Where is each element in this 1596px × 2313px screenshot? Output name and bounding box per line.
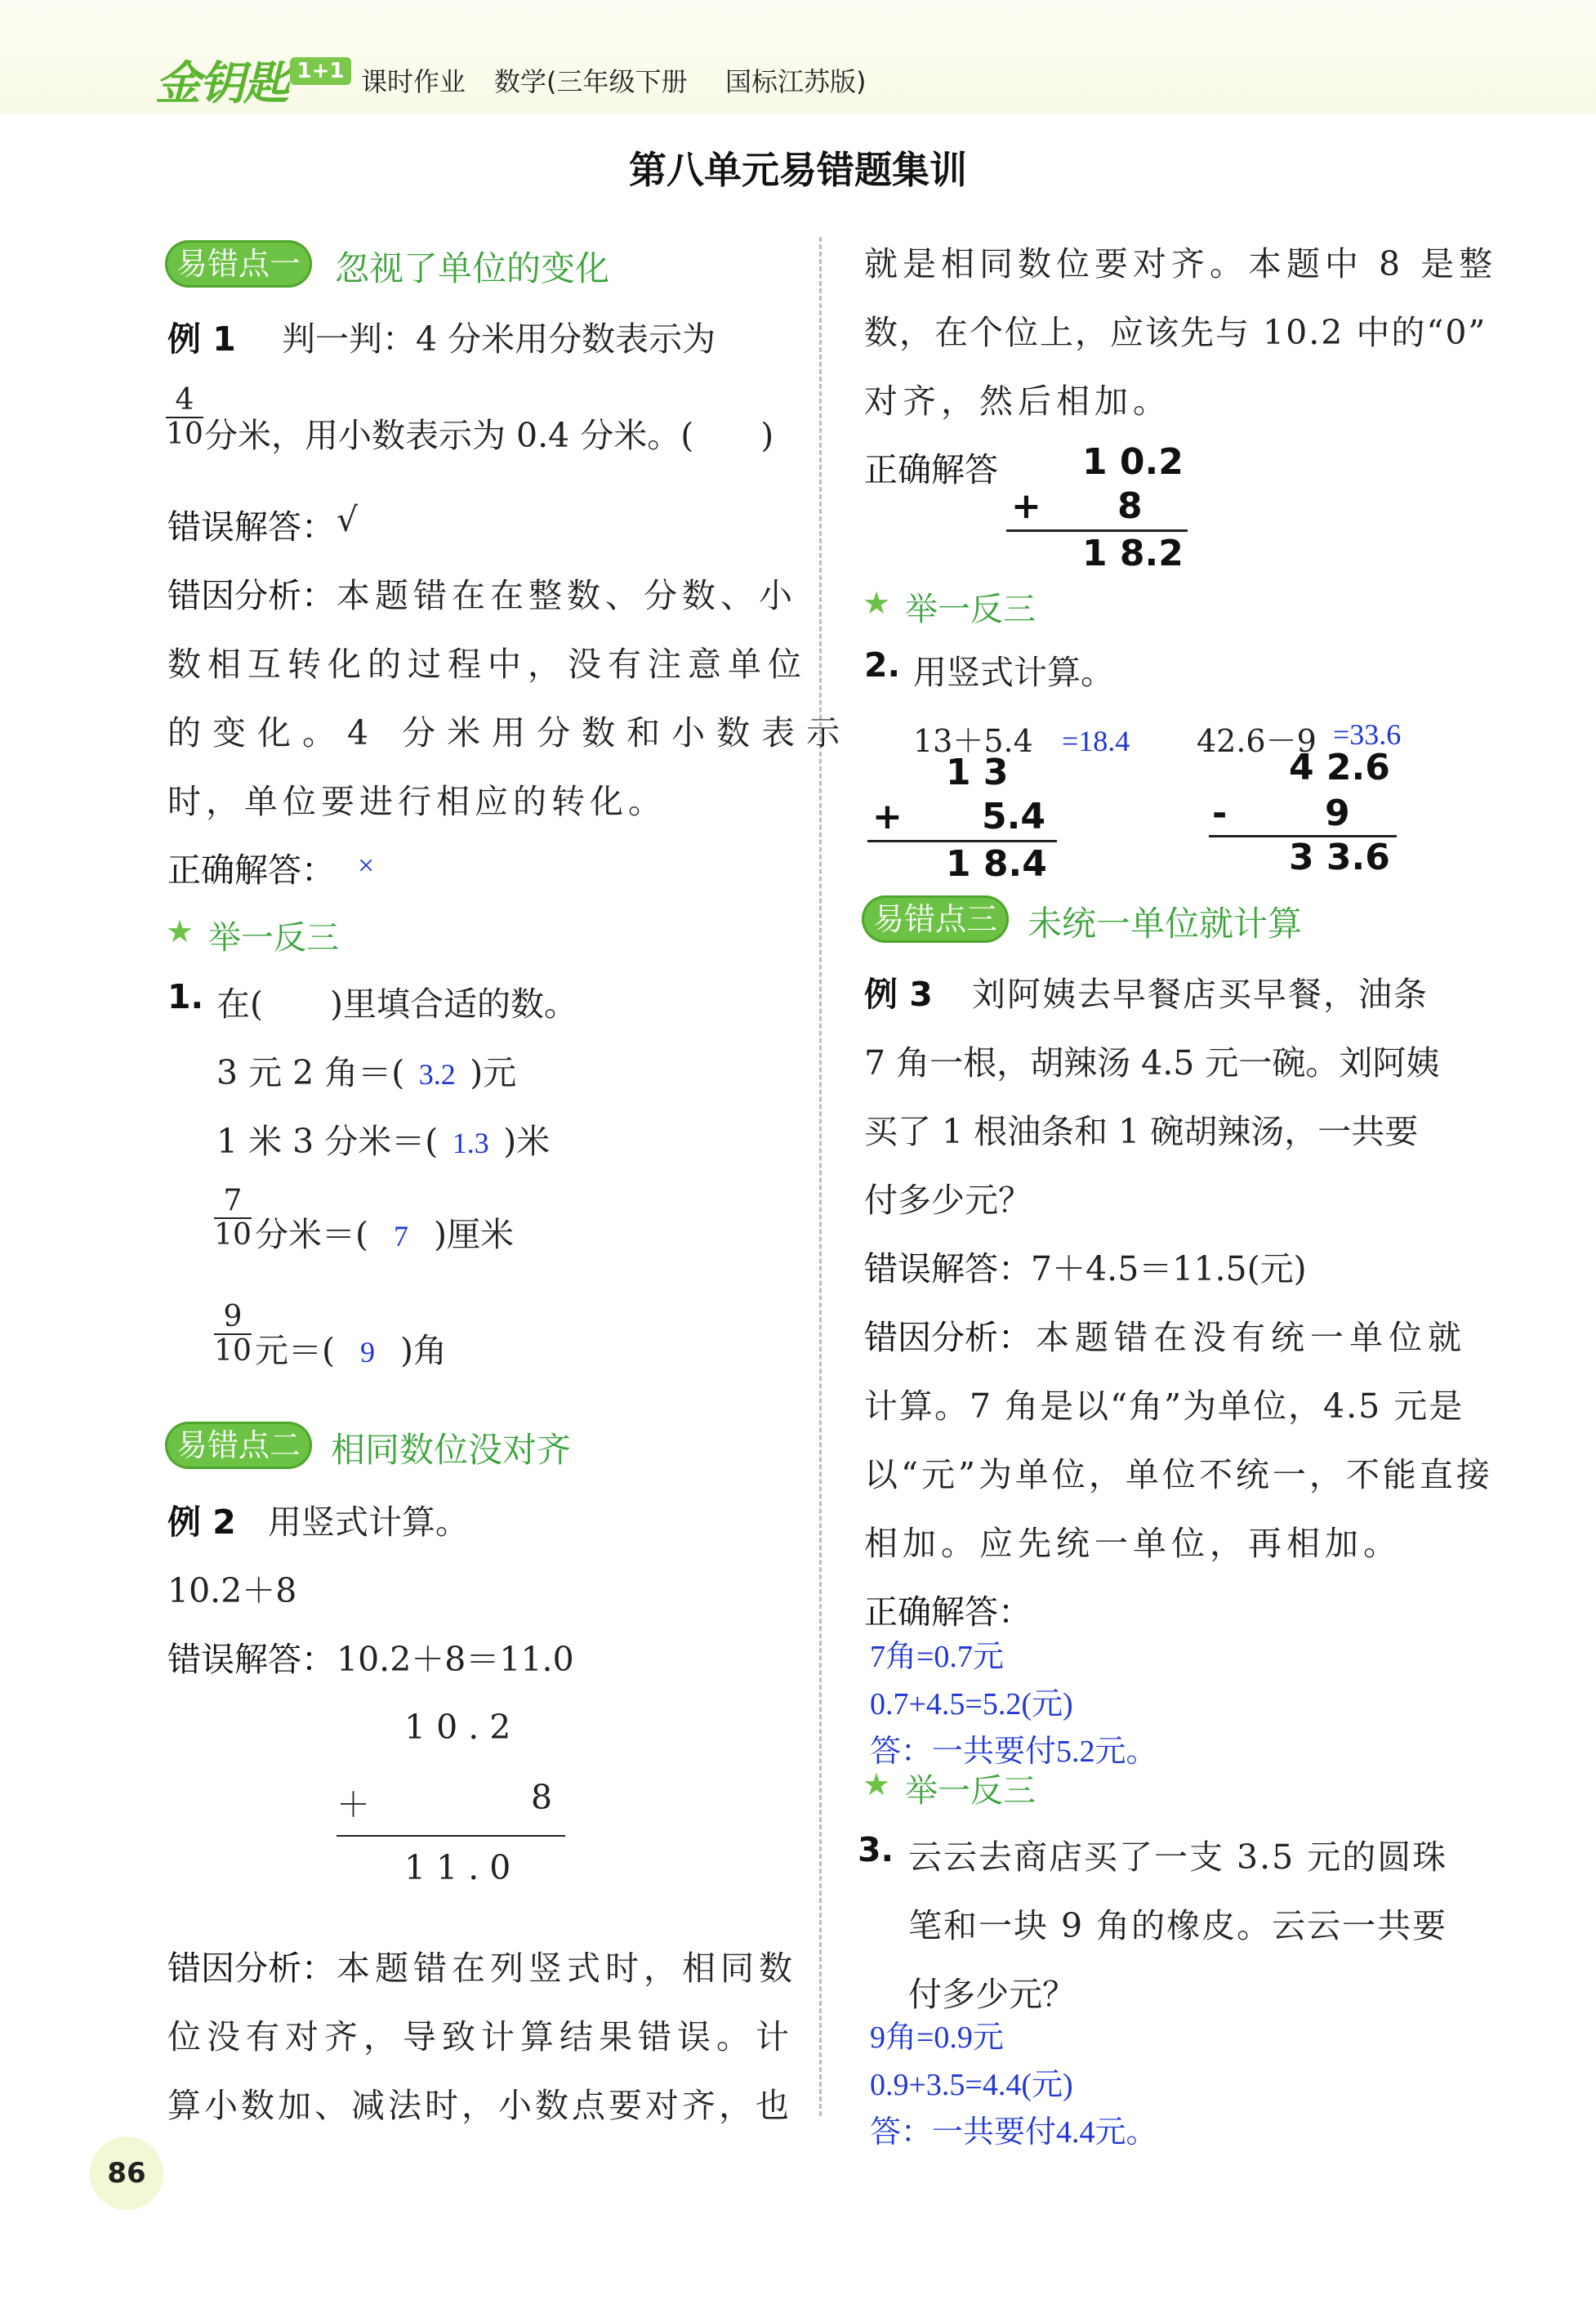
problem-2a-expression: 13＋5.4 bbox=[913, 723, 1033, 759]
example-2-question: 用竖式计算。 bbox=[268, 1503, 469, 1542]
fraction-7-10: $\frac{7}{10}$ bbox=[214, 1184, 252, 1252]
reason-text: 位没有对齐，导致计算结果错误。计 bbox=[167, 2017, 795, 2056]
vertical-line bbox=[337, 1835, 565, 1837]
header-series: 课时作业 bbox=[361, 66, 466, 97]
problem-3-question: 云云去商店买了一支 3.5 元的圆珠 bbox=[908, 1837, 1448, 1877]
reason-label: 错因分析： bbox=[167, 1949, 335, 1988]
correct-answer-label: 正确解答： bbox=[167, 851, 335, 890]
wrong-answer-label: 错误解答： bbox=[167, 1640, 335, 1679]
section-tag-1: 易错点一 bbox=[165, 240, 312, 288]
p2a-vertical-top: 1 3 bbox=[946, 752, 1009, 793]
page-title: 第八单元易错题集训 bbox=[629, 148, 967, 192]
example-1-label: 例 1 bbox=[167, 319, 236, 359]
reason-text: 数，在个位上，应该先与 10.2 中的“0” bbox=[864, 313, 1487, 352]
reason-text: 本题错在列竖式时，相同数 bbox=[337, 1949, 797, 1988]
p2b-vertical-top: 4 2.6 bbox=[1289, 747, 1390, 788]
example-3-question: 刘阿姨去早餐店买早餐，油条 bbox=[972, 975, 1429, 1014]
page-number: 86 bbox=[90, 2137, 163, 2210]
reason-label: 错因分析： bbox=[864, 1318, 1032, 1357]
section-title-3: 未统一单位就计算 bbox=[1028, 904, 1303, 944]
brand-logo: 金钥匙 bbox=[155, 57, 288, 110]
p2a-vertical-mid: 5.4 bbox=[982, 796, 1045, 837]
correct-vertical-mid: 8 bbox=[1117, 485, 1143, 527]
problem-number: 1. bbox=[167, 977, 204, 1016]
reason-text: 本题错在没有统一单位就 bbox=[1036, 1318, 1467, 1357]
reason-text: 就是相同数位要对齐。本题中 8 是整 bbox=[864, 244, 1498, 284]
example-1-question: 判一判：4 分米用分数表示为 bbox=[282, 319, 716, 359]
reason-text: 对齐，然后相加。 bbox=[864, 382, 1171, 421]
answer-line: 0.9+3.5=4.4(元) bbox=[870, 2068, 1073, 2102]
problem-number: 3. bbox=[858, 1830, 894, 1869]
p2b-vertical-mid: 9 bbox=[1325, 793, 1350, 834]
reason-text: 的变化。4 分米用分数和小数表示 bbox=[167, 713, 852, 752]
wrong-vertical-operator: ＋ bbox=[337, 1785, 370, 1824]
wrong-answer-value: 10.2＋8＝11.0 bbox=[337, 1640, 574, 1679]
practice-label: 举一反三 bbox=[905, 1772, 1036, 1810]
fill-line-4: 元＝( 9 )角 bbox=[255, 1331, 447, 1370]
star-icon: ★ bbox=[863, 1766, 891, 1802]
wrong-answer-label: 错误解答： bbox=[864, 1249, 1032, 1288]
correct-answer-line: 0.7+4.5=5.2(元) bbox=[870, 1687, 1073, 1721]
section-tag-2: 易错点二 bbox=[165, 1422, 312, 1469]
column-divider bbox=[819, 237, 822, 2116]
correct-answer-value: × bbox=[358, 849, 375, 882]
correct-answer-line: 7角=0.7元 bbox=[870, 1640, 1004, 1674]
p2a-vertical-operator: + bbox=[872, 796, 903, 837]
fill-line-2: 1 米 3 分米＝( 1.3 )米 bbox=[216, 1122, 551, 1161]
example-3-question: 7 角一根，胡辣汤 4.5 元一碗。刘阿姨 bbox=[864, 1043, 1440, 1083]
correct-answer-label: 正确解答： bbox=[864, 1592, 1032, 1632]
problem-3-question: 付多少元？ bbox=[908, 1975, 1076, 2014]
reason-text: 相加。应先统一单位，再相加。 bbox=[864, 1524, 1402, 1563]
p2b-vertical-operator: - bbox=[1212, 793, 1228, 834]
problem-2b-answer: =33.6 bbox=[1333, 718, 1402, 751]
correct-vertical-result: 1 8.2 bbox=[1082, 533, 1184, 574]
header-edition: 国标江苏版) bbox=[725, 66, 867, 97]
example-3-question: 买了 1 根油条和 1 碗胡辣汤，一共要 bbox=[864, 1112, 1419, 1151]
vertical-line bbox=[1006, 529, 1188, 532]
correct-answer-label: 正确解答 bbox=[864, 450, 998, 489]
reason-text: 以“元”为单位，单位不统一，不能直接 bbox=[864, 1455, 1493, 1494]
star-icon: ★ bbox=[863, 585, 891, 621]
wrong-vertical-top: 1 0 . 2 bbox=[404, 1708, 511, 1747]
problem-3-question: 笔和一块 9 角的橡皮。云云一共要 bbox=[908, 1906, 1448, 1945]
logo-badge: 1+1 bbox=[290, 57, 351, 85]
fill-line-1: 3 元 2 角＝( 3.2 )元 bbox=[216, 1053, 517, 1092]
fraction-9-10: $\frac{9}{10}$ bbox=[214, 1300, 252, 1368]
example-1-question-cont: 分米，用小数表示为 0.4 分米。( ) bbox=[204, 416, 774, 455]
problem-2a-answer: =18.4 bbox=[1062, 725, 1130, 757]
practice-label: 举一反三 bbox=[208, 919, 339, 957]
problem-number: 2. bbox=[864, 645, 901, 685]
reason-text: 计算。7 角是以“角”为单位，4.5 元是 bbox=[864, 1386, 1464, 1426]
problem-2b-expression: 42.6－9 bbox=[1197, 723, 1317, 759]
correct-vertical-operator: + bbox=[1011, 485, 1041, 527]
fraction-4-10: $\frac{4}{10}$ bbox=[166, 383, 203, 451]
reason-text: 数相互转化的过程中，没有注意单位 bbox=[167, 645, 808, 684]
problem-2-question: 用竖式计算。 bbox=[913, 653, 1114, 692]
wrong-answer-value: 7＋4.5＝11.5(元) bbox=[1031, 1249, 1307, 1288]
reason-text: 算小数加、减法时，小数点要对齐，也 bbox=[167, 2086, 792, 2125]
wrong-answer-value: √ bbox=[337, 500, 359, 539]
example-3-label: 例 3 bbox=[864, 975, 933, 1014]
example-3-question: 付多少元？ bbox=[864, 1181, 1032, 1220]
vertical-line bbox=[867, 840, 1057, 842]
reason-text: 本题错在在整数、分数、小 bbox=[337, 576, 797, 615]
example-2-expression: 10.2＋8 bbox=[167, 1571, 297, 1610]
answer-line: 答：一共要付4.4元。 bbox=[870, 2115, 1157, 2150]
reason-text: 时，单位要进行相应的转化。 bbox=[167, 782, 666, 821]
section-title-2: 相同数位没对齐 bbox=[331, 1430, 572, 1470]
wrong-answer-label: 错误解答： bbox=[167, 507, 335, 547]
problem-1-question: 在( )里填合适的数。 bbox=[216, 985, 577, 1024]
p2b-vertical-result: 3 3.6 bbox=[1289, 837, 1390, 878]
correct-answer-line: 答：一共要付5.2元。 bbox=[870, 1735, 1157, 1769]
correct-vertical-top: 1 0.2 bbox=[1082, 441, 1184, 483]
section-tag-3: 易错点三 bbox=[862, 895, 1009, 943]
star-icon: ★ bbox=[166, 913, 194, 949]
wrong-vertical-result: 1 1 . 0 bbox=[404, 1848, 511, 1887]
section-title-1: 忽视了单位的变化 bbox=[335, 248, 610, 288]
reason-label: 错因分析： bbox=[167, 576, 335, 615]
answer-line: 9角=0.9元 bbox=[870, 2021, 1004, 2055]
example-2-label: 例 2 bbox=[167, 1503, 236, 1542]
header-subject: 数学(三年级下册 bbox=[494, 66, 688, 97]
wrong-vertical-mid: 8 bbox=[531, 1778, 553, 1817]
fill-line-3: 分米＝( 7 )厘米 bbox=[255, 1215, 514, 1254]
p2a-vertical-result: 1 8.4 bbox=[946, 843, 1047, 885]
practice-label: 举一反三 bbox=[905, 591, 1036, 628]
